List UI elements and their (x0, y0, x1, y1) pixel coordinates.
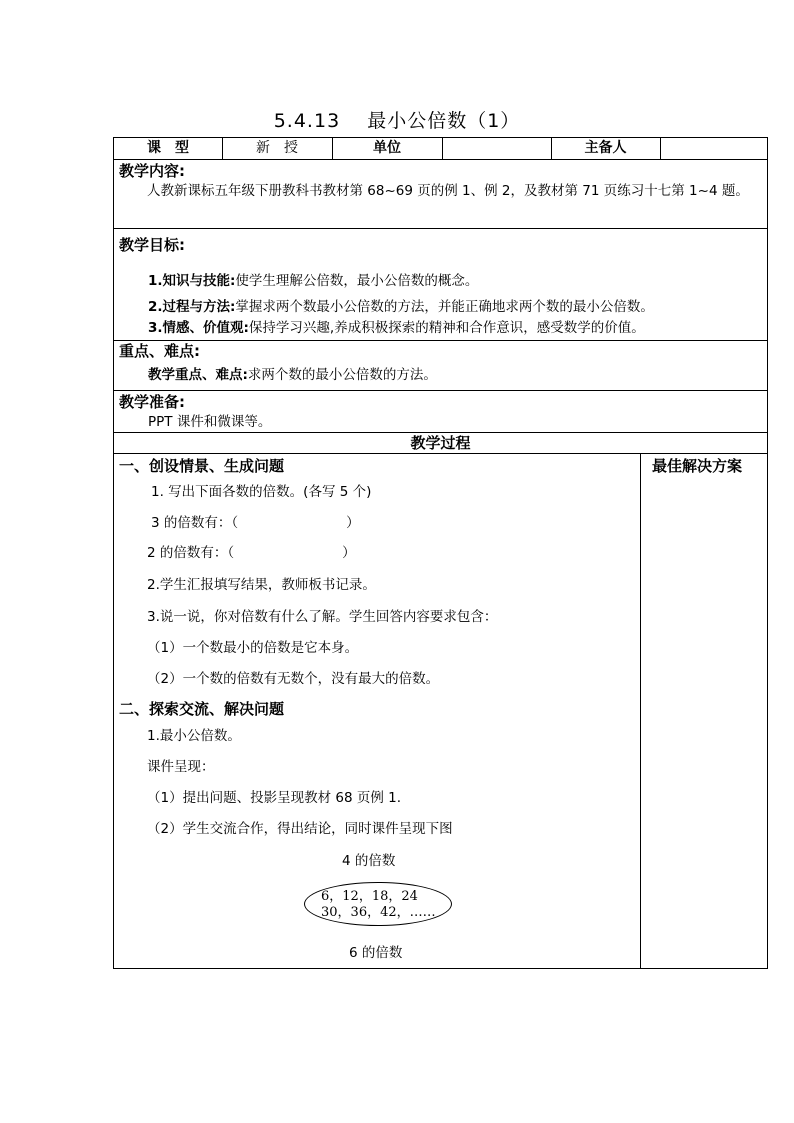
divider (114, 159, 767, 160)
objective-text: 使学生理解公倍数，最小公倍数的概念。 (235, 273, 479, 289)
section2-line: （2）学生交流合作，得出结论，同时课件呈现下图 (147, 821, 453, 837)
content-heading: 教学内容: (119, 162, 185, 180)
diagram-line2: 30，36，42，…… (321, 905, 436, 920)
objective-label: 1.知识与技能: (148, 273, 236, 289)
unit-label: 单位 (373, 140, 401, 156)
objective-item (148, 319, 645, 337)
preparation-heading: 教学准备: (119, 393, 185, 411)
section1-line: 2.学生汇报填写结果，教师板书记录。 (147, 577, 376, 593)
objectives-heading: 教学目标: (119, 236, 185, 254)
type-value: 新 授 (256, 140, 298, 156)
key-points-item (148, 366, 437, 384)
objective-item (148, 298, 654, 316)
objective-item (148, 272, 478, 290)
section2-heading: 二、探索交流、解决问题 (119, 700, 285, 718)
section2-line: 课件呈现： (147, 759, 215, 775)
divider (332, 138, 333, 159)
diagram-line1: 6，12，18，24 (321, 889, 418, 904)
objective-text: 保持学习兴趣,养成积极探索的精神和合作意识，感受数学的价值。 (248, 320, 645, 336)
section1-line: （1）一个数最小的倍数是它本身。 (147, 640, 359, 656)
section1-line: 3.说一说，你对倍数有什么了解。学生回答内容要求包含： (147, 609, 498, 625)
section1-line: 3 的倍数有：（ ） (151, 515, 360, 531)
key-points-heading: 重点、难点: (119, 342, 200, 360)
column-divider (640, 453, 641, 969)
divider (114, 432, 767, 433)
host-label: 主备人 (584, 140, 627, 156)
divider (660, 138, 661, 159)
host-value (660, 138, 768, 159)
section1-heading: 一、创设情景、生成问题 (119, 457, 285, 475)
preparation-text: PPT 课件和微课等。 (148, 414, 272, 430)
objective-label: 3.情感、价值观: (148, 320, 249, 336)
diagram-bottom-label: 6 的倍数 (349, 945, 403, 961)
divider (114, 453, 767, 454)
objective-label: 2.过程与方法: (148, 299, 236, 315)
unit-value (442, 138, 551, 159)
type-label: 课 型 (147, 140, 189, 156)
best-solution-heading: 最佳解决方案 (652, 457, 743, 475)
divider (114, 340, 767, 341)
divider (442, 138, 443, 159)
section2-line: （1）提出问题、投影呈现教材 68 页例 1. (147, 790, 402, 806)
divider (114, 228, 767, 229)
section1-line: 2 的倍数有：（ ） (147, 545, 356, 561)
objective-text: 掌握求两个数最小公倍数的方法，并能正确地求两个数的最小公倍数。 (235, 299, 654, 315)
section1-line: 1. 写出下面各数的倍数。(各写 5 个) (151, 484, 372, 500)
diagram-top-label: 4 的倍数 (342, 853, 396, 869)
key-points-label: 教学重点、难点: (148, 367, 248, 383)
key-points-text: 求两个数的最小公倍数的方法。 (247, 367, 437, 383)
content-text: 人教新课标五年级下册教科书教材第 68~69 页的例 1、例 2，及教材第 71 页练习十七第 1~4 题。 (147, 183, 749, 199)
divider (114, 390, 767, 391)
divider (551, 138, 552, 159)
page-title: 5.4.13 最小公倍数（1） (273, 110, 521, 132)
lesson-plan-table (113, 137, 768, 969)
process-heading: 教学过程 (410, 434, 471, 452)
section2-line: 1.最小公倍数。 (147, 728, 241, 744)
section1-line: （2）一个数的倍数有无数个，没有最大的倍数。 (147, 671, 440, 687)
divider (222, 138, 223, 159)
